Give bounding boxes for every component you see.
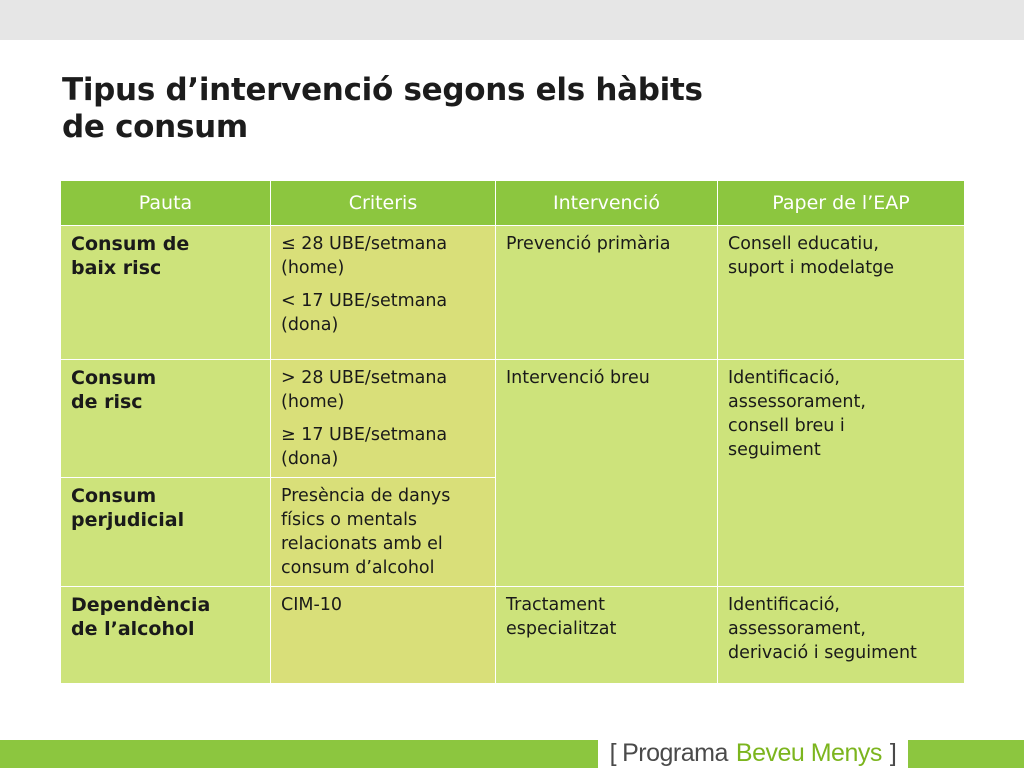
cell-criteris [271, 478, 496, 587]
header-paper-eap: Paper de l’EAP [718, 181, 965, 226]
cell-intervencio: Tractament especialitzat [496, 587, 718, 684]
table-row [61, 226, 965, 360]
cell-criteris [271, 587, 496, 684]
header-pauta: Pauta [61, 181, 271, 226]
cell-intervencio: Intervenció breu [496, 360, 718, 587]
criteri-text: CIM-10 [281, 595, 343, 615]
slide-title [62, 72, 962, 146]
table-row [61, 360, 965, 478]
criteri-text: < 17 UBE/setmana (dona) [281, 291, 448, 335]
header-intervencio: Intervenció [496, 181, 718, 226]
logo-bracket-close: ] [889, 738, 897, 767]
cell-criteris [271, 226, 496, 360]
logo-bracket-open: [ [609, 738, 617, 767]
cell-criteris [271, 360, 496, 478]
table-header-row [61, 181, 965, 226]
top-bar [0, 0, 1024, 40]
criteri-text: ≤ 28 UBE/setmana (home) [281, 234, 448, 278]
cell-intervencio: Prevenció primària [496, 226, 718, 360]
criteri-text: > 28 UBE/setmana (home) [281, 368, 448, 412]
program-logo [598, 738, 908, 768]
criteri-text: ≥ 17 UBE/setmana (dona) [281, 425, 448, 469]
header-criteris: Criteris [271, 181, 496, 226]
criteri-text: Presència de danys físics o mentals relacionats amb el consum d’alcohol [281, 486, 451, 578]
cell-paper: Identificació, assessorament, consell breu i seguiment [718, 360, 965, 587]
cell-pauta: Consum de baix risc [61, 226, 271, 360]
cell-pauta: Consum de risc [61, 360, 271, 478]
slide-title-line-1: Tipus d’intervenció segons els hàbits [62, 72, 703, 108]
logo-beveu-menys: Beveu Menys [735, 738, 882, 767]
cell-pauta: Dependència de l’alcohol [61, 587, 271, 684]
cell-pauta: Consum perjudicial [61, 478, 271, 587]
logo-programa: Programa [622, 738, 728, 767]
cell-paper: Identificació, assessorament, derivació i seguiment [718, 587, 965, 684]
table-row [61, 587, 965, 684]
cell-paper: Consell educatiu, suport i modelatge [718, 226, 965, 360]
intervention-table [60, 180, 965, 684]
slide-title-line-2: de consum [62, 109, 248, 145]
